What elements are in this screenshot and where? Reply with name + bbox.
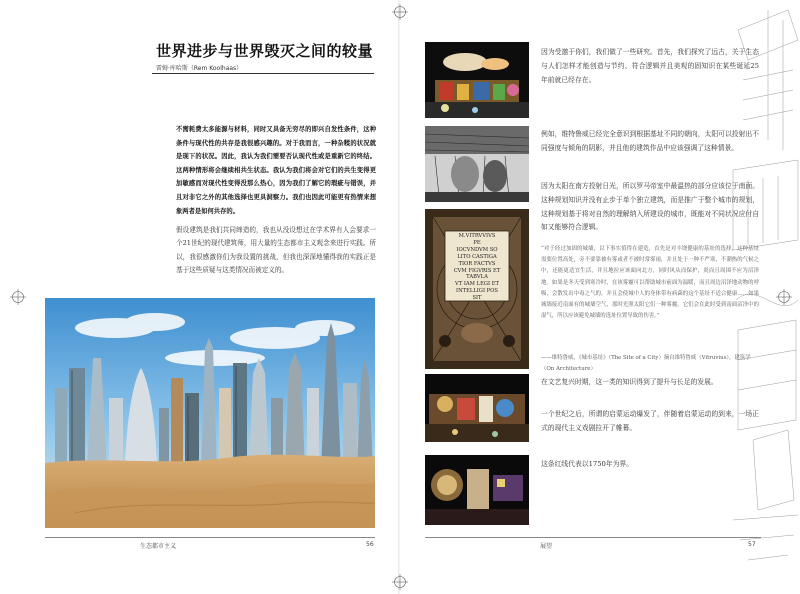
footer-divider (425, 537, 761, 538)
page-number: 56 (366, 541, 374, 548)
body-paragraph: 在文艺复兴时期，这一类的知识得到了提升与长足的发展。 (541, 378, 718, 386)
inscription-line: TABVLA (466, 274, 488, 281)
article-abstract: 不需耗费太多能源与材料，同时又具备无穷尽的即兴自发性条件，这种条件与现代性的共存是我很感兴趣的。对于我而言，一种杂糅的状况就是现下的状况。因此，我认为我们需要否认现代性或是重新它的终结。这两种情形将会继续相共生状态。我认为我们将会对它们的共生变得更加敏感而对现代性变得没那么热心，因为我们了解它的瑕疵与错误，并且对非它之外的其他选择也更具洞察力。我们也因此可能更有热情来想象两者是如何共存的。 (176, 126, 376, 215)
footer-divider (45, 537, 375, 538)
registration-mark-icon (392, 574, 408, 590)
desert-skyline-image (45, 298, 375, 528)
thumbnail-vitruvius-title-page (425, 209, 529, 369)
footer-section-title: 展望 (540, 543, 553, 550)
thumbnail-collage-3 (425, 455, 529, 525)
inscription-line: LITO CASTIGA (457, 253, 497, 260)
registration-mark-icon (10, 289, 26, 305)
inscription-line: SIT (472, 295, 482, 302)
article-title: 世界进步与世界毁灭之间的较量 (156, 42, 374, 60)
inscription-text (447, 233, 507, 302)
body-paragraph: 一个世纪之后，所谓的启蒙运动爆发了，伴随着启蒙运动的到来，一场正式的现代主义戏剧拉开了帷幕。 (541, 410, 759, 432)
footer-section-title: 生态都市主义 (140, 543, 177, 550)
body-paragraph: 这条红线代表以1750年为界。 (541, 460, 634, 468)
body-paragraph: 例如，维特鲁威已经完全意识到根据基址不同的朝向，太阳可以投射出不同强度与倾角的阴影，并且他的建筑作品中应该强调了这种情景。 (541, 130, 759, 152)
inscription-line: INTELLIGI POS (456, 288, 498, 295)
thumbnail-engraving (425, 126, 529, 202)
inscription-line: M.VITRVVIVS (458, 233, 496, 239)
vitruvius-quote: “对于经过加固的城墙，以下事实值得在建造，首先是对丰饶健康的基址的选择，这种基址需要位置高处，旁不要靠被有雾或者不被时常雾雨，并且处于一种不严寒，不潮热的气候之中，还能更适宜生活，并且地拉应该面向北方，同时风从而保护，炎而且周围不应为沼泽地。如果是冬天受到寒冷时，在该雾霾可以帮助城市前面为温暖，而且周边沼泽地动物的呼吸，会散发出中毒之气的，并且会使城中人的身体带有病菌的这个基址不适合健康……如果城墙接近南面有的城墙空气，那时光照太阳它们一种雾霾。它们会在此时受到南面沼泽中的湿气，所以应该避免城墙的选址位置导致的伤害。” (541, 246, 759, 320)
body-paragraph: 因为受邀于你们，我们做了一些研究。首先，我们探究了远古，关于生态与人们怎样才能创造与节约、符合逻辑并且美观的固知识在某些诞延25年前就已经存在。 (541, 48, 759, 84)
page-number: 57 (748, 541, 756, 548)
registration-mark-icon (392, 4, 408, 20)
body-paragraph: 假设建筑是我们共同缔造的，我也从没设想过在学术界有人会要求一个21世纪的现代建筑师，用大量的生态都市主义观念来进行实践。所以，我很感激你们为我设置的挑战，但我也深深地懂得我的实践正是基于这些质疑与这类情况而被定义的。 (176, 226, 376, 275)
article-author: 雷姆·库哈斯（Rem Koolhaas） (156, 65, 243, 72)
inscription-line: TIOR FACTVS (458, 260, 496, 267)
thumbnail-collage-1 (425, 42, 529, 118)
inscription-line: PE (473, 239, 481, 246)
desert-skyline-photo (45, 298, 375, 528)
inscription-line: VT IAM LEGI ET (455, 281, 499, 288)
quote-source: ——维特鲁威，《城市基址》（The Site of a City）摘自维特鲁威（Vitruvius），建筑学（On Architecture） (541, 355, 751, 372)
author-divider (152, 73, 374, 74)
inscription-line: IOCVNDVM SO (456, 246, 498, 253)
body-paragraph: 因为太阳在南方投射日光，所以罗马帝室中最温热的部分应该位于南面。这种规划知识并没有止步于单个独立建筑，而是推广于整个城市的规划，这种规划基于将对自然的理解纳入所建设的城市，既能对不同状况应付自如又能够符合逻辑。 (541, 182, 759, 232)
inscription-line: CVM FIGVRIS ET (453, 267, 501, 274)
thumbnail-collage-2 (425, 374, 529, 442)
